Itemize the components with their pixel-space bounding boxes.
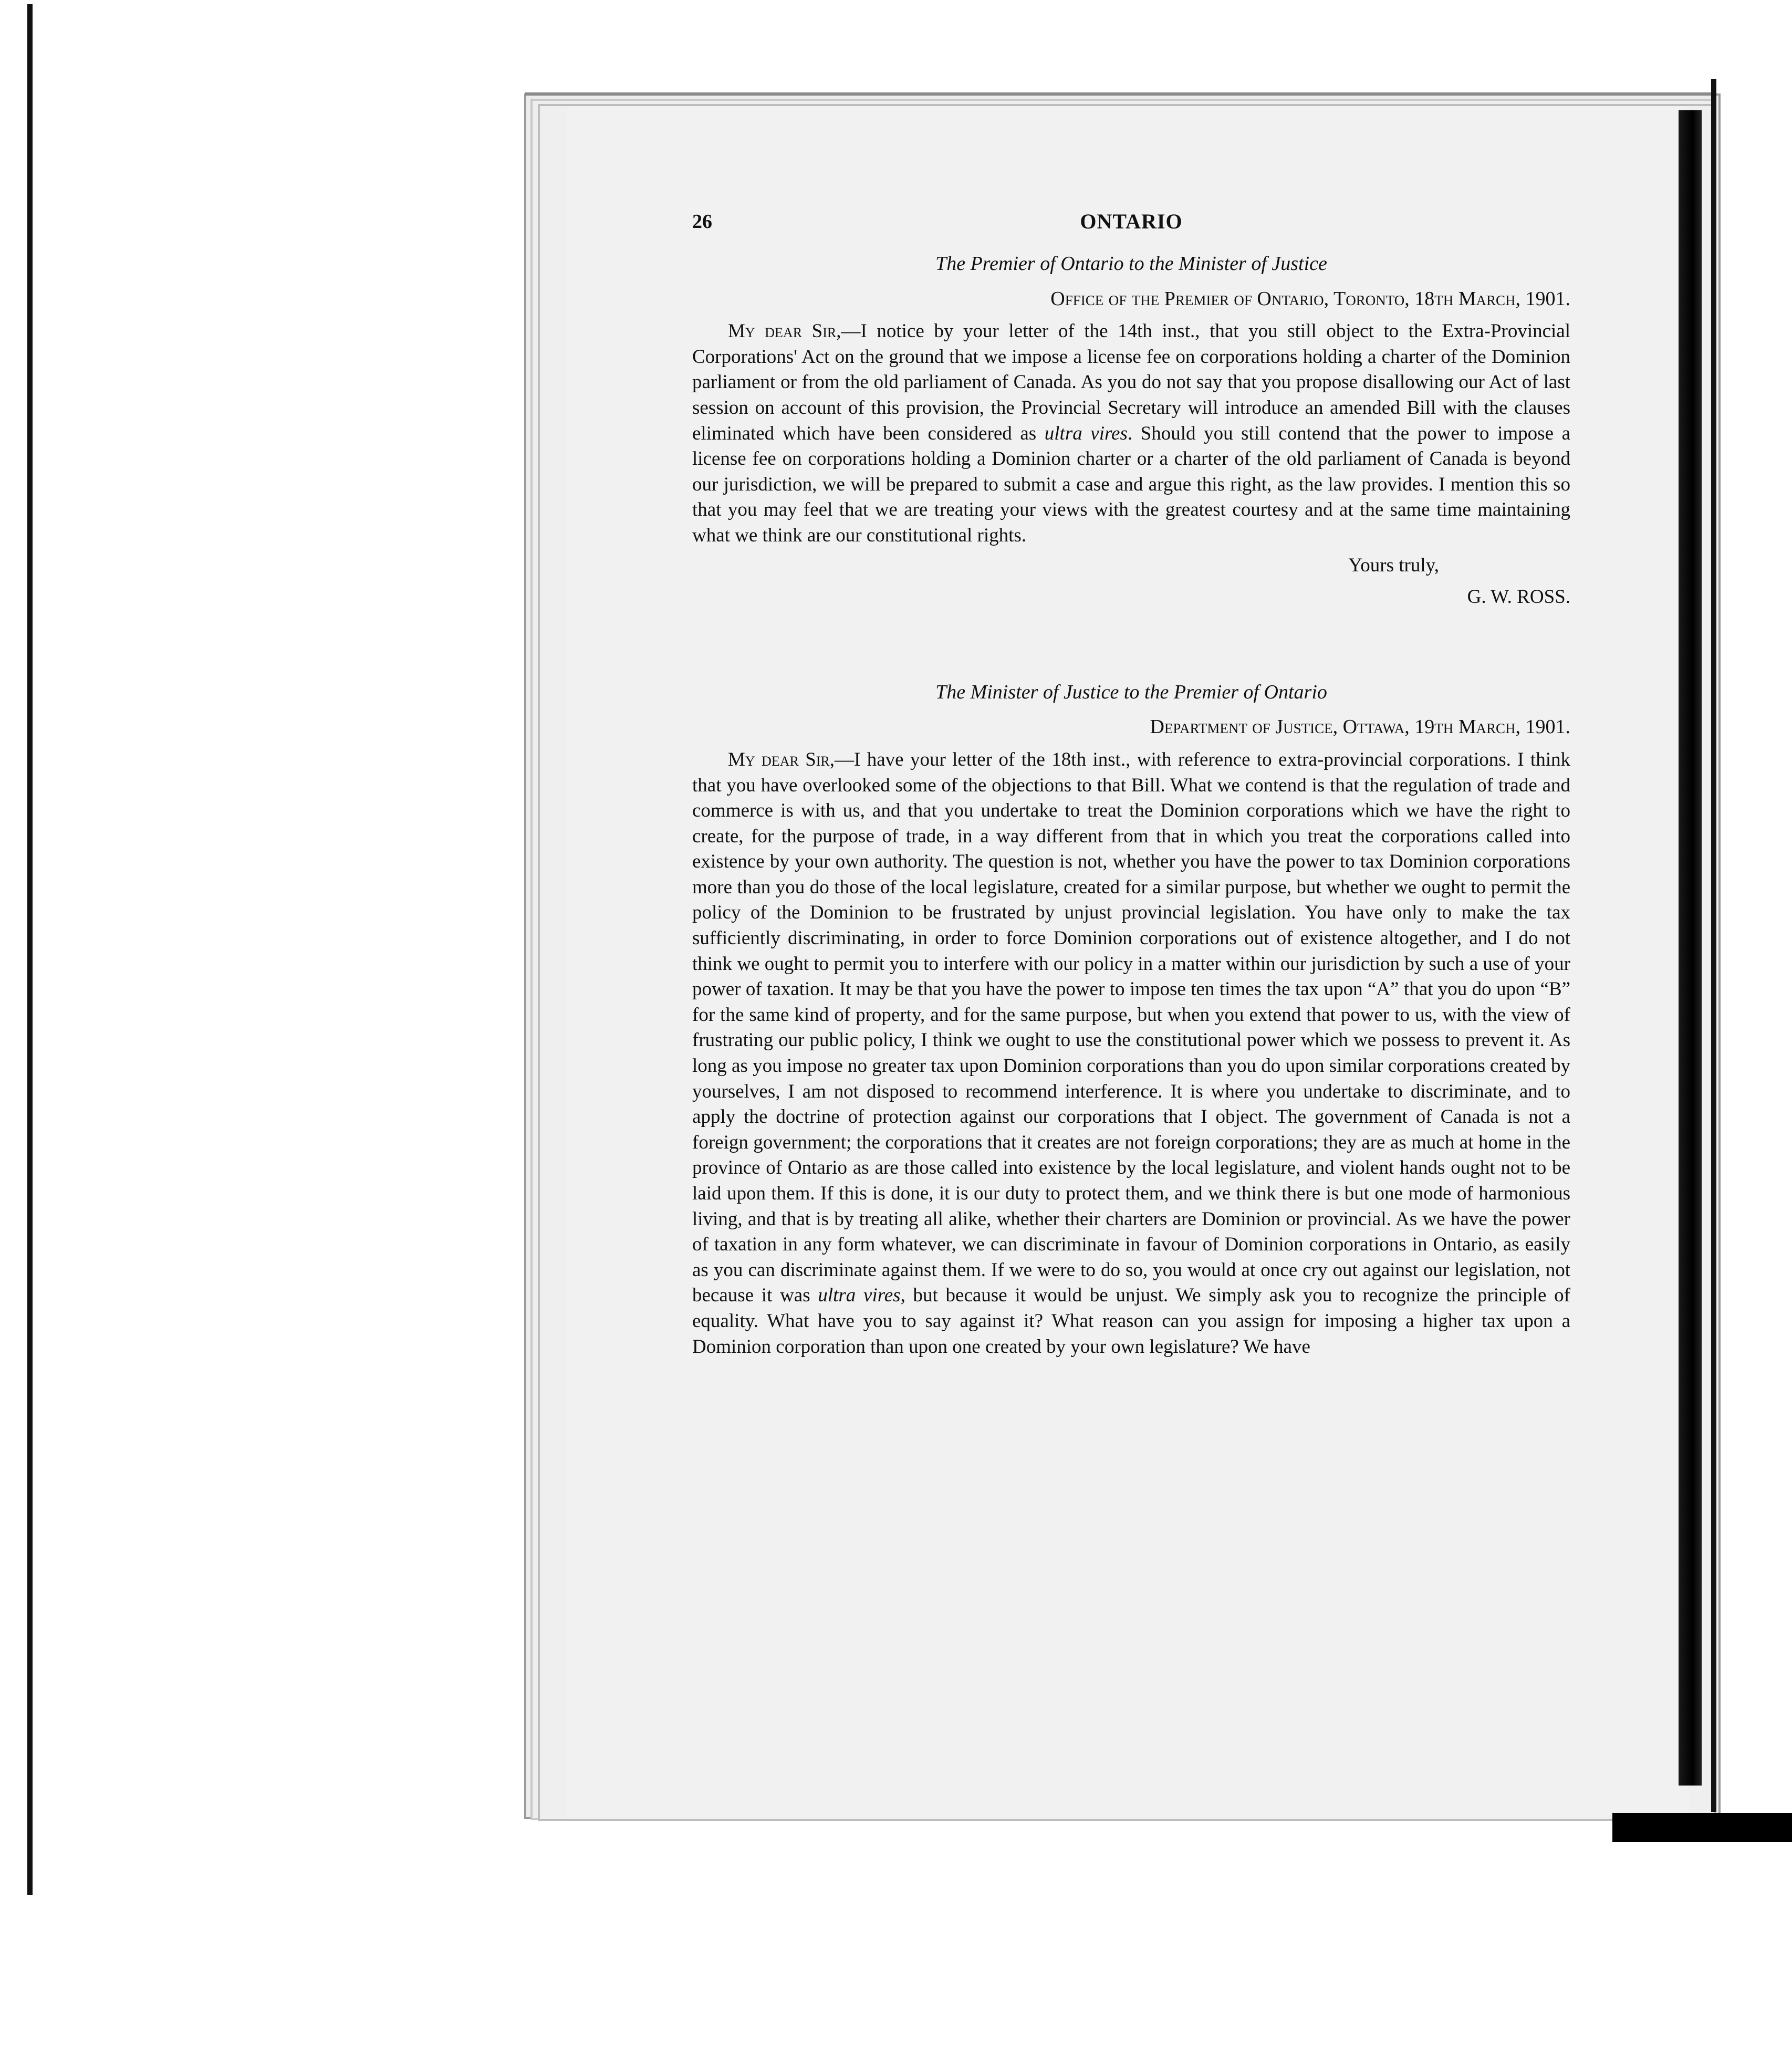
letter-2-salutation: My dear Sir,: [728, 748, 835, 770]
binding-shadow: [1679, 110, 1702, 1786]
page-text: [692, 209, 1570, 1360]
frame-left-rule: [27, 4, 33, 1895]
running-title: ONTARIO: [1080, 210, 1183, 233]
running-head: [692, 209, 1570, 239]
letter-1-italic-term: ultra vires: [1044, 422, 1128, 444]
letter-1-body: [692, 319, 1570, 548]
letter-2-italic-term: ultra vires: [818, 1285, 901, 1307]
letter-2-dateline: Department of Justice, Ottawa, 19th March, 1901.: [1150, 716, 1570, 738]
letter-1-body-text: —I notice by your letter of the 14th inst., that you still object to the Extra-Provincial Corporations' Act on the ground that we impose a license fee on corporations holding a charter of the Dominion parliament or from the old parliament of Canada. As you do not say that you propose disallowing our Act of last session on account of this provision, the Provincial Secretary will introduce an amended Bill with the clauses eliminated which have been considered as: [692, 320, 1571, 444]
letter-1-body-text-end: . Should you still contend that the power to impose a license fee on corporations holding a Dominion charter or a charter of the old parliament of Canada is beyond our jurisdiction, we will be prepared to submit a case and argue this right, as the law provides. I mention this so that you may feel that we are treating your views with the greatest courtesy and at the same time maintaining what we think are our constitutional rights.: [692, 422, 1570, 546]
page-number: 26: [692, 211, 712, 233]
letter-1-salutation: My dear Sir,: [728, 320, 841, 342]
letter-2-title: The Minister of Justice to the Premier of Ontario: [935, 681, 1327, 703]
letter-1-dateline: Office of the Premier of Ontario, Toronto, 18th March, 1901.: [1050, 287, 1570, 310]
letter-2-body-text: —I have your letter of the 18th inst., with reference to extra-provincial corporations. I think that you have overlooked some of the objections to that Bill. What we contend is that the regulation of trade and commerce is with us, and that you undertake to treat the Dominion corporations which we have the right to create, for the purpose of trade, in a way different from that in which you treat the corporations called into existence by your own authority. The question is not, whether you have the power to tax Dominion corporations more than you do those of the local legislature, created for a similar purpose, but whether we ought to permit the policy of the Dominion to be frustrated by unjust provincial legislation. You have only to make the tax sufficiently discriminating, in order to force Dominion corporations out of existence altogether, and I do not think we ought to permit you to interfere with our policy in a matter within our jurisdiction by such a use of your power of taxation. It may be that you have the power to impose ten times the tax upon “A” that you do upon “B” for the same kind of property, and for the same purpose, but when you extend that power to us, with the view of frustrating our public policy, I think we ought to use the constitutional power which we possess to prevent it. As long as you impose no greater tax upon Dominion corporations than you do upon similar corporations created by yourselves, I am not disposed to recommend interference. It is where you undertake to discriminate, and to apply the doctrine of protection against our corporations that I object. The government of Canada is not a foreign government; the corporations that it creates are not foreign corporations; they are as much at home in the province of Ontario as are those called into existence by the local legislature, and violent hands ought not to be laid upon them. If this is done, it is our duty to protect them, and we think there is but one mode of harmonious living, and that is by treating all alike, whether their charters are Dominion or provincial. As we have the power of taxation in any form whatever, we can discriminate in favour of Dominion corporations in Ontario, as easily as you can discriminate against them. If we were to do so, you would at once cry out against our legislation, not because it was: [692, 748, 1570, 1307]
letter-2-body-text-end: , but because it would be unjust. We simply ask you to recognize the principle of equality. What have you to say against it? What reason can you assign for imposing a higher tax upon a Dominion corporation than upon one created by your own legislature? We have: [692, 1285, 1570, 1358]
letter-1-signature: G. W. ROSS.: [1467, 586, 1570, 608]
page-top-edge: [525, 92, 1712, 96]
frame-bottom-bar: [1612, 1813, 1792, 1842]
letter-2-body: [692, 747, 1570, 1360]
binding-line: [1711, 79, 1716, 1812]
letter-1-title: The Premier of Ontario to the Minister of Justice: [935, 253, 1327, 275]
letter-1-closing: Yours truly,: [1348, 554, 1439, 576]
